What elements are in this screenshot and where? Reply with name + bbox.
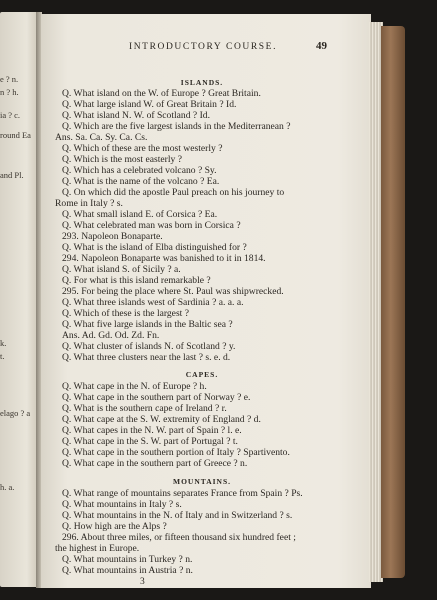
text-line: Q. What three islands west of Sardinia ? a. a. a. — [62, 297, 244, 308]
left-fragment: n ? h. — [0, 87, 19, 97]
left-fragment: and Pl. — [0, 170, 24, 180]
text-line: Q. What island on the W. of Europe ? Great Britain. — [62, 88, 261, 99]
text-line: Q. How high are the Alps ? — [62, 521, 167, 532]
text-line: Q. Which are the five largest islands in the Mediterranean ? — [62, 121, 291, 132]
text-line: Q. What three clusters near the last ? s. e. d. — [62, 352, 231, 363]
text-line: 296. About three miles, or fifteen thousand six hundred feet ; — [62, 532, 296, 543]
left-fragment: elago ? a — [0, 408, 31, 418]
text-line: Q. What island S. of Sicily ? a. — [62, 264, 181, 275]
text-line: Q. What mountains in the N. of Italy and in Switzerland ? s. — [62, 510, 293, 521]
text-line: Rome in Italy ? s. — [55, 198, 123, 209]
running-head: INTRODUCTORY COURSE. — [128, 42, 278, 52]
left-page — [0, 12, 38, 587]
text-line: 295. For being the place where St. Paul was shipwrecked. — [62, 286, 284, 297]
text-line: 293. Napoleon Bonaparte. — [62, 231, 163, 242]
text-line: Q. Which is the most easterly ? — [62, 154, 182, 165]
text-line: Q. What is the island of Elba distinguished for ? — [62, 242, 247, 253]
text-line: Q. What mountains in Austria ? n. — [62, 565, 193, 576]
text-line: Q. What cape in the southern part of Norway ? e. — [62, 392, 251, 403]
left-fragment: e ? n. — [0, 74, 19, 84]
text-line: Q. Which has a celebrated volcano ? Sy. — [62, 165, 217, 176]
left-fragment: ia ? c. — [0, 110, 21, 120]
text-line: 294. Napoleon Bonaparte was banished to it in 1814. — [62, 253, 266, 264]
text-line: Q. What small island E. of Corsica ? Ea. — [62, 209, 218, 220]
signature-mark: 3 — [140, 577, 145, 587]
text-line: Q. What is the southern cape of Ireland ? r. — [62, 403, 227, 414]
text-line: Q. What cape in the southern portion of Italy ? Spartivento. — [62, 447, 290, 458]
text-line: Q. What island N. W. of Scotland ? Id. — [62, 110, 210, 121]
left-fragment: k. — [0, 338, 7, 348]
text-line: Q. On which did the apostle Paul preach on his journey to — [62, 187, 285, 198]
left-fragment: round Ea — [0, 130, 31, 140]
text-line: Q. What cluster of islands N. of Scotland ? y. — [62, 341, 236, 352]
text-line: Q. What mountains in Italy ? s. — [62, 499, 182, 510]
text-line: Q. What celebrated man was born in Corsica ? — [62, 220, 241, 231]
left-fragment: t. — [0, 351, 5, 361]
text-line: the highest in Europe. — [55, 543, 140, 554]
text-line: Q. Which of these are the most westerly ? — [62, 143, 223, 154]
text-line: Q. What mountains in Turkey ? n. — [62, 554, 193, 565]
section-heading: MOUNTAINS. — [173, 477, 231, 486]
section-heading: CAPES. — [185, 370, 219, 379]
page-number: 49 — [316, 40, 327, 52]
text-line: Q. What cape in the S. W. part of Portugal ? t. — [62, 436, 238, 447]
text-line: Q. What large island W. of Great Britain ? Id. — [62, 99, 237, 110]
text-line: Q. What five large islands in the Baltic sea ? — [62, 319, 233, 330]
book-cover — [381, 26, 405, 578]
text-line: Q. Which of these is the largest ? — [62, 308, 189, 319]
text-line: Q. What cape at the S. W. extremity of England ? d. — [62, 414, 261, 425]
text-line: Q. What cape in the southern part of Greece ? n. — [62, 458, 248, 469]
left-fragment: h. a. — [0, 482, 15, 492]
text-line: Ans. Ad. Gd. Od. Zd. Fn. — [62, 330, 160, 341]
text-line: Ans. Sa. Ca. Sy. Ca. Cs. — [55, 132, 148, 143]
text-line: Q. For what is this island remarkable ? — [62, 275, 211, 286]
text-line: Q. What is the name of the volcano ? Ea. — [62, 176, 220, 187]
text-line: Q. What capes in the N. W. part of Spain ? l. e. — [62, 425, 242, 436]
text-line: Q. What cape in the N. of Europe ? h. — [62, 381, 207, 392]
section-heading: ISLANDS. — [180, 78, 224, 87]
text-line: Q. What range of mountains separates France from Spain ? Ps. — [62, 488, 303, 499]
